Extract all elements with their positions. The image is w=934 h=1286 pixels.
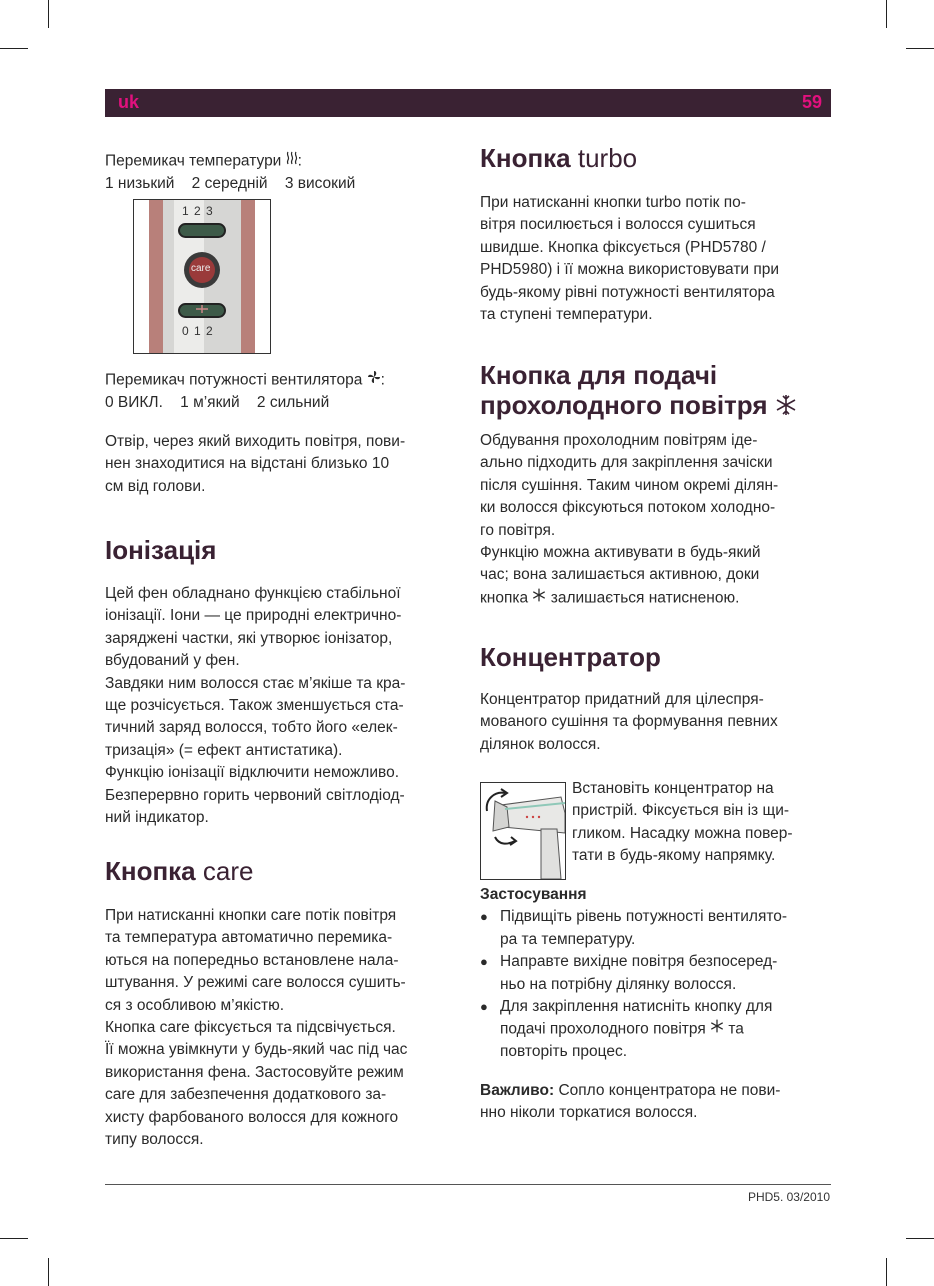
text-line: тати в будь-якому напрямку. (572, 847, 776, 865)
text-line: та температура автоматично перемика- (105, 929, 393, 947)
cool-title-line-2: прохолодного повітря (480, 390, 840, 422)
fan-level-2: 2 сильний (256, 393, 330, 411)
list-item: ● Для закріплення натисніть кнопку для подачі прохолодного повітря та повторіть процес. (480, 996, 840, 1064)
care-body (105, 905, 465, 1151)
footer-divider (105, 1184, 831, 1185)
cool-title-line-1: Кнопка для подачі (480, 360, 718, 390)
device-top-numbers: 1 2 3 (182, 204, 214, 218)
turbo-title (480, 143, 840, 173)
concentrator-section (480, 642, 840, 672)
text-line: ще розчісується. Також зменшується ста- (105, 697, 404, 715)
text-line: Цей фен обладнано функцією стабільної (105, 585, 401, 602)
snowflake-icon (532, 587, 546, 609)
heat-waves-icon (286, 150, 298, 172)
temp-level-3: 3 високий (284, 174, 356, 192)
care-section (105, 856, 465, 886)
care-title-light: care (202, 856, 254, 886)
text-line: ся з особливою м’якістю. (105, 996, 285, 1014)
text-line: го повітря. (480, 521, 556, 539)
fan-icon (367, 369, 381, 391)
text-line: ділянок волосся. (480, 735, 601, 753)
important-label: Важливо: (480, 1082, 555, 1099)
crop-mark (906, 1238, 934, 1239)
usage-list (480, 906, 840, 1063)
important-text-2: нно ніколи торкатися волосся. (480, 1104, 698, 1122)
text-line: ються на попередньо встановлене нала- (105, 951, 399, 969)
crop-mark (48, 0, 49, 28)
text-line: нен знаходитися на відстані близько 10 (105, 455, 390, 473)
snowflake-icon (775, 392, 797, 422)
crop-mark (886, 1258, 887, 1286)
text-line: гликом. Насадку можна повер- (572, 824, 793, 842)
text-line: ально підходить для закріплення зачіски (480, 454, 773, 472)
text-line: Обдування прохолодним повітрям іде- (480, 432, 758, 449)
care-title (105, 856, 465, 886)
care-title-bold: Кнопка (105, 856, 196, 886)
device-care-label: care (191, 263, 211, 274)
turbo-title-light: turbo (577, 143, 638, 173)
fan-switch-label: Перемикач потужності вентилятора (105, 371, 363, 389)
turbo-body (480, 192, 840, 326)
text-line: Безперервно горить червоний світлодіод- (105, 786, 405, 804)
text-line: вбудований у фен. (105, 652, 240, 670)
text-line: ний індикатор. (105, 809, 209, 827)
text-line: використання фена. Застосовуйте режим (105, 1063, 404, 1081)
text-line: мованого сушіння та формування певних (480, 713, 778, 731)
text-line: При натисканні кнопки care потік повітря (105, 907, 397, 924)
page-number: 59 (801, 92, 822, 112)
turbo-section (480, 143, 840, 173)
temp-switch-block: Перемикач температури : 1 низький 2 середній 3 високий (105, 150, 465, 195)
fan-level-0: 0 ВИКЛ. (105, 393, 163, 411)
text-line: типу волосся. (105, 1131, 204, 1149)
install-body (572, 778, 842, 868)
header-bar (105, 89, 831, 117)
text-line: тризація» (= ефект антистатика). (105, 741, 343, 759)
text-line: тичний заряд волосся, тобто його «елек- (105, 719, 398, 737)
text-line: care для забезпечення додаткового за- (105, 1086, 387, 1104)
text-line: вітря посилюється і волосся сушиться (480, 216, 756, 234)
text-line: час; вона залишається активною, доки (480, 566, 760, 584)
device-illustration (133, 199, 271, 354)
text-line: іонізації. Іони — це природні електрично- (105, 607, 402, 625)
crop-mark (48, 1258, 49, 1286)
text-line: кнопка залишається натисненою. (480, 587, 840, 610)
temp-switch-label: Перемикач температури (105, 152, 282, 170)
text-line: см від голови. (105, 477, 206, 495)
text-line: Функцію можна активувати в будь-який (480, 544, 761, 562)
turbo-title-bold: Кнопка (480, 143, 571, 173)
text-line: заряджені частки, які утворює іонізатор, (105, 629, 393, 647)
text-line: Встановіть концентратор на (572, 780, 774, 797)
text-line: штування. У режимі care волосся сушить- (105, 974, 406, 992)
distance-paragraph (105, 431, 465, 498)
text-line: після сушіння. Таким чином окремі ділян- (480, 476, 779, 494)
concentrator-illustration (480, 782, 566, 880)
ionization-title: Іонізація (105, 535, 217, 565)
ionization-body (105, 583, 465, 829)
usage-title: Застосування (480, 886, 587, 903)
text-line: Концентратор придатний для цілеспря- (480, 691, 764, 708)
usage-section (480, 884, 840, 1064)
text-line: При натисканні кнопки turbo потік по- (480, 194, 746, 211)
temp-level-2: 2 середній (191, 174, 268, 192)
device-bottom-numbers: 0 1 2 (182, 324, 214, 338)
text-line: PHD5980) і її можна використовувати при (480, 261, 780, 279)
cool-section (480, 360, 840, 422)
snowflake-icon (710, 1018, 724, 1040)
text-line: Отвір, через який виходить повітря, пови- (105, 433, 406, 450)
concentrator-body (480, 689, 840, 756)
footer-code: PHD5. 03/2010 (747, 1190, 830, 1204)
list-item: ● Направте вихідне повітря безпосеред- ньо на потрібну ділянку волосся. (480, 951, 840, 996)
important-note (480, 1080, 840, 1125)
cool-body (480, 430, 840, 610)
concentrator-title: Концентратор (480, 642, 661, 672)
text-line: ки волосся фіксуються потоком холодно- (480, 499, 776, 517)
list-item: ● Підвищіть рівень потужності вентилято- ра та температуру. (480, 906, 840, 951)
crop-mark (886, 0, 887, 28)
crop-mark (906, 48, 934, 49)
text-line: Кнопка care фіксується та підсвічується. (105, 1019, 396, 1037)
language-code: uk (118, 92, 140, 112)
text-line: пристрій. Фіксується він із щи- (572, 802, 790, 820)
fan-level-1: 1 м’який (180, 393, 240, 411)
text-line: хисту фарбованого волосся для кожного (105, 1108, 399, 1126)
text-line: Завдяки ним волосся стає м’якіше та кра- (105, 674, 406, 692)
ionization-section (105, 535, 465, 565)
crop-mark (0, 1238, 28, 1239)
text-line: та ступені температури. (480, 306, 653, 324)
text-line: Функцію іонізації відключити неможливо. (105, 764, 400, 782)
text-line: будь-якому рівні потужності вентилятора (480, 283, 775, 301)
important-text: Сопло концентратора не пови- (558, 1082, 781, 1099)
crop-mark (0, 48, 28, 49)
text-line: Її можна увімкнути у будь-який час під час (105, 1041, 408, 1059)
fan-switch-block: Перемикач потужності вентилятора : 0 ВИКЛ. 1 м’який 2 сильний (105, 369, 465, 414)
temp-level-1: 1 низький (105, 174, 175, 192)
text-line: швидше. Кнопка фіксується (PHD5780 / (480, 238, 766, 256)
